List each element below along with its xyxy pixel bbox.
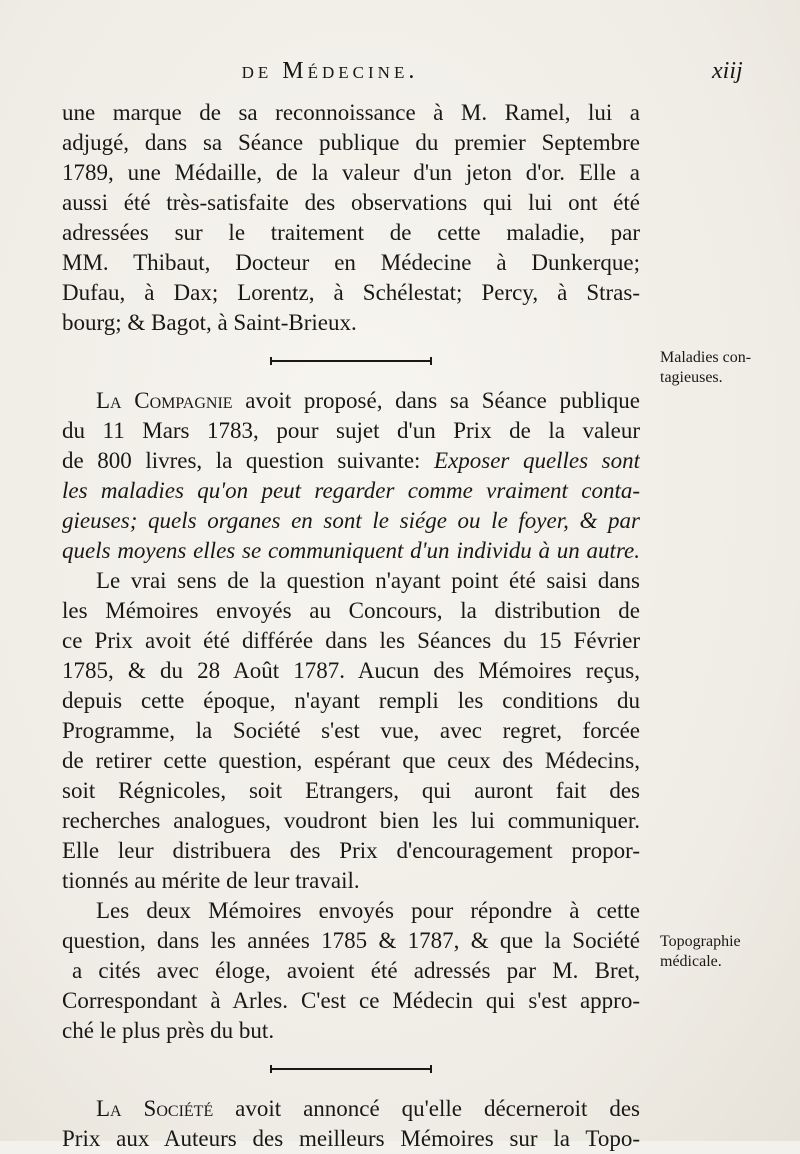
text-line: Programme, la Société s'est vue, avec regret, forcée (62, 718, 640, 743)
text-line: recherches analogues, voudront bien les lui communiquer. (62, 808, 640, 833)
text-line: ché le plus près du but. (62, 1018, 275, 1043)
paragraph-question-withdrawn (62, 566, 640, 896)
text-line: 1785, & du 28 Août 1787. Aucun des Mémoires reçus, (62, 658, 640, 683)
page-body (62, 98, 640, 1154)
text-line: Prix aux Auteurs des meilleurs Mémoires sur la Topo- (62, 1126, 640, 1151)
paragraph-topography (62, 1094, 640, 1154)
prize-question: Exposer quelles sont (434, 448, 640, 473)
text-line: Les deux Mémoires envoyés pour répondre à cette (96, 898, 640, 923)
text-line: MM. Thibaut, Docteur en Médecine à Dunkerque; (62, 250, 640, 275)
text-line: Elle leur distribuera des Prix d'encouragement propor- (62, 838, 640, 863)
text-line: adjugé, dans sa Séance publique du premier Septembre (62, 130, 640, 155)
text-line: Le vrai sens de la question n'ayant point été saisi dans (96, 568, 640, 593)
text-line: question, dans les années 1785 & 1787, & que la Société (62, 928, 640, 953)
section-divider (62, 338, 640, 386)
text-line: tionnés au mérite de leur travail. (62, 868, 360, 893)
text-line: Correspondant à Arles. C'est ce Médecin qui s'est appro- (62, 988, 640, 1013)
margin-note-topography: Topographie médicale. (660, 933, 741, 970)
lead-caps: La Société (96, 1096, 214, 1121)
text-line: La Société avoit annoncé qu'elle décerneroit des (96, 1096, 640, 1121)
text-line: de retirer cette question, espérant que ceux des Médecins, (62, 748, 640, 773)
text-line: bourg; & Bagot, à Saint-Brieux. (62, 310, 357, 335)
text-line: a cités avec éloge, avoient été adressés par M. Bret, (72, 958, 640, 983)
prize-question: gieuses; quels organes en sont le siége ou le foyer, & par (62, 508, 640, 533)
text-line: adressées sur le traitement de cette maladie, par (62, 220, 640, 245)
paragraph-contagious-question (62, 386, 640, 566)
page-header (0, 58, 800, 98)
text-line: du 11 Mars 1783, pour sujet d'un Prix de la valeur (62, 418, 640, 443)
lead-caps: La Compagnie (96, 388, 233, 413)
margin-note-contagious: Maladies con- tagieuses. (660, 349, 752, 386)
running-head: de Médecine. (241, 58, 419, 84)
text-line: soit Régnicoles, soit Etrangers, qui auront fait des (62, 778, 640, 803)
prize-question: quels moyens elles se communiquent d'un individu à un autre. (62, 538, 640, 563)
text-line: ce Prix avoit été différée dans les Séances du 15 Février (62, 628, 640, 653)
prize-question: les maladies qu'on peut regarder comme vraiment conta- (62, 478, 640, 503)
text-line: 1789, une Médaille, de la valeur d'un jeton d'or. Elle a (62, 160, 640, 185)
page-number: xiij (712, 58, 743, 84)
text-line: La Compagnie avoit proposé, dans sa Séance publique (96, 388, 640, 413)
text-line: aussi été très-satisfaite des observations qui lui ont été (62, 190, 640, 215)
text-line: les Mémoires envoyés au Concours, la distribution de (62, 598, 640, 623)
text-line: une marque de sa reconnoissance à M. Ramel, lui a (62, 100, 640, 125)
paragraph-bret-memoirs (62, 896, 640, 1046)
text-line: de 800 livres, la question suivante: Exposer quelles sont (62, 448, 640, 473)
paragraph-ramel (62, 98, 640, 338)
text-line: Dufau, à Dax; Lorentz, à Schélestat; Percy, à Stras- (62, 280, 640, 305)
text-line: depuis cette époque, n'ayant rempli les conditions du (62, 688, 640, 713)
section-divider (62, 1046, 640, 1094)
